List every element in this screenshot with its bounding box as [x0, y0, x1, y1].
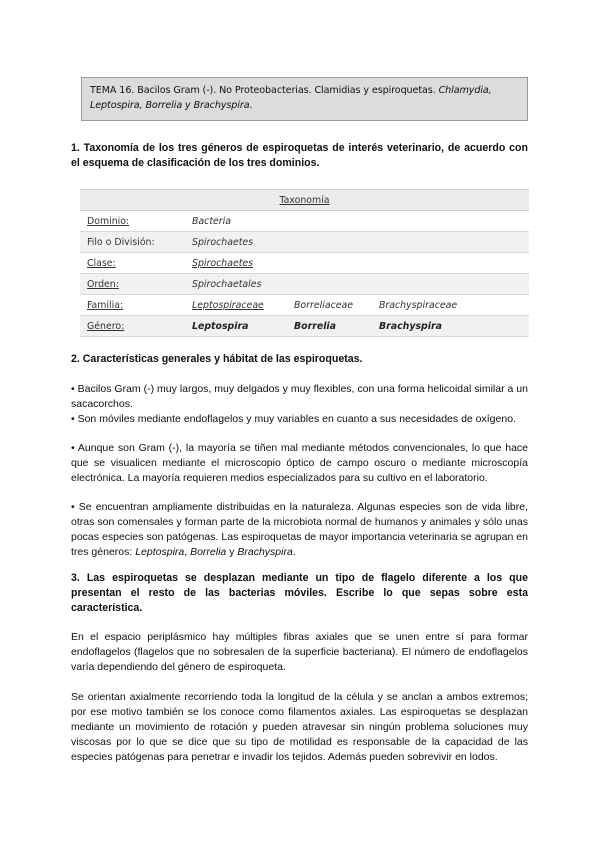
table-row — [80, 232, 529, 253]
bullet-4-sep: , — [184, 546, 191, 558]
bullet-4-text: • Se encuentran ampliamente distribuidas en la naturaleza. Algunas especies son de vida libre, otras son comensales y forman parte de la microbiota normal de humanos y animales y sólo unas pocas especies son patógenas. Las espiroquetas de mayor importancia veterinaria se agrupan en tres géneros: — [71, 501, 528, 558]
bullet-4 — [71, 500, 528, 560]
question-1: 1. Taxonomía de los tres géneros de espiroquetas de interés veterinario, de acuerdo con el esquema de clasificación de los tres dominios. — [71, 142, 528, 169]
taxonomy-title-row — [80, 190, 529, 211]
table-row — [80, 211, 529, 232]
row-label: Familia: — [80, 295, 185, 316]
topic-header-text: TEMA 16. Bacilos Gram (-). No Proteobacterias. Clamidias y espiroquetas. — [90, 85, 439, 96]
genus-brachyspira-inline: Brachyspira — [237, 546, 293, 558]
topic-header-genus-chlamydia: Chlamydia, — [438, 85, 492, 96]
genus-borrelia: Borrelia — [287, 316, 372, 337]
bullet-4-sep: y — [226, 546, 238, 558]
family-brachyspiraceae: Brachyspiraceae — [372, 295, 529, 316]
row-label: Clase: — [80, 253, 185, 274]
topic-header-end: . — [249, 100, 253, 111]
bullet-2: • Son móviles mediante endoflagelos y muy variables en cuanto a sus necesidades de oxígeno. — [71, 413, 516, 425]
row-label: Género: — [80, 316, 185, 337]
table-row — [80, 274, 529, 295]
row-label: Filo o División: — [80, 232, 185, 253]
bullet-4-end: . — [292, 546, 296, 558]
taxonomy-table — [80, 189, 529, 337]
row-value: Spirochaetales — [185, 274, 529, 295]
bullet-1: • Bacilos Gram (-) muy largos, muy delgados y muy flexibles, con una forma helicoidal similar a un sacacorchos. — [71, 383, 528, 410]
row-label: Orden: — [80, 274, 185, 295]
row-label: Dominio: — [80, 211, 185, 232]
table-row — [80, 316, 529, 337]
topic-header — [81, 77, 528, 121]
row-value: Spirochaetes — [185, 232, 529, 253]
paragraph-2: Se orientan axialmente recorriendo toda la longitud de la célula y se anclan a ambos extremos; por ese motivo también se los conoce como filamentos axiales. Las espiroquetas se desplazan mediante un movimiento de rotación y pueden atravesar sin ningún problema soluciones muy viscosas por lo que se dice que su tipo de motilidad es responsable de la capacidad de las especies patógenas para penetrar e invadir los tejidos. Además pueden sobrevivir en lodos. — [71, 691, 528, 763]
family-leptospiraceae: Leptospiraceae — [192, 299, 264, 311]
taxonomy-title: Taxonomía — [80, 190, 529, 211]
bullet-3: • Aunque son Gram (-), la mayoría se tiñen mal mediante métodos convencionales, lo que hace que se visualicen mediante el microscopio óptico de campo oscuro o mediante microscopía electrónica. La mayoría requieren medios especializados para su cultivo en el laboratorio. — [71, 442, 528, 484]
row-value: Bacteria — [185, 211, 529, 232]
topic-header-genera: Leptospira, Borrelia y Brachyspira — [90, 100, 250, 111]
question-2: 2. Características generales y hábitat de las espiroquetas. — [71, 353, 363, 365]
genus-borrelia-inline: Borrelia — [190, 546, 227, 558]
genus-leptospira: Leptospira — [185, 316, 287, 337]
question-3: 3. Las espiroquetas se desplazan mediante un tipo de flagelo diferente a los que presentan el resto de las bacterias móviles. Escribe lo que sepas sobre esta característica. — [71, 572, 528, 614]
genus-brachyspira: Brachyspira — [372, 316, 529, 337]
table-row — [80, 253, 529, 274]
family-borreliaceae: Borreliaceae — [287, 295, 372, 316]
row-value: Spirochaetes — [192, 257, 254, 269]
paragraph-1: En el espacio periplásmico hay múltiples fibras axiales que se unen entre sí para formar endoflagelos (flagelos que no sobresalen de la superficie bacteriana). El número de endoflagelos varía dependiendo del género de espiroqueta. — [71, 631, 528, 673]
table-row — [80, 295, 529, 316]
genus-leptospira-inline: Leptospira — [135, 546, 185, 558]
